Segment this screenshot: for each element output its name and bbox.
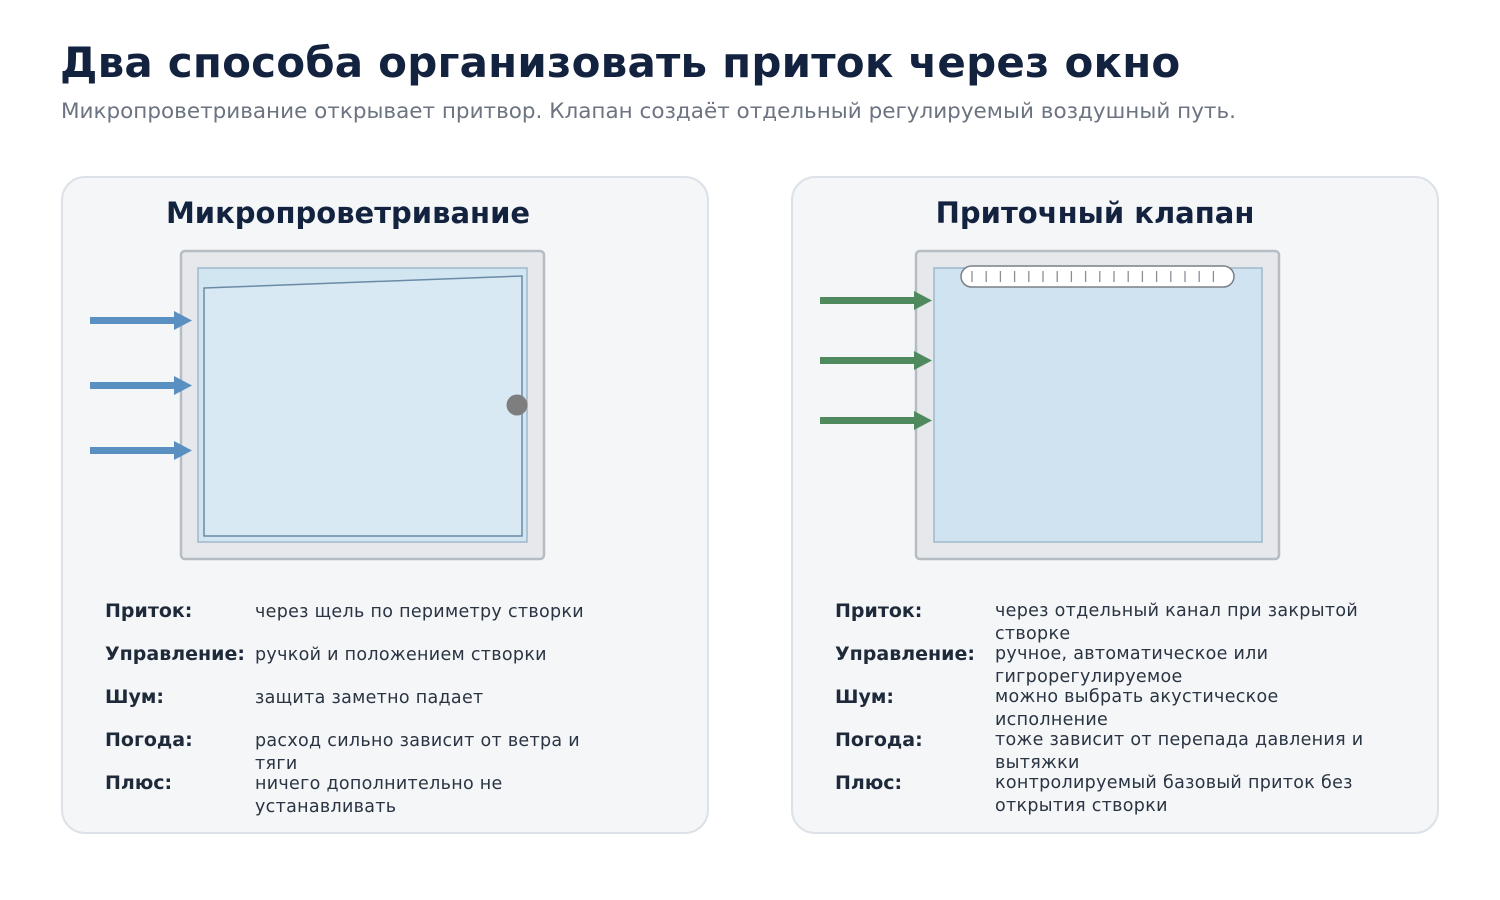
left-row-label: Плюс: [105, 772, 173, 794]
airflow-arrow [90, 311, 192, 330]
right-row-value: тоже зависит от перепада давления и вытяжки [995, 730, 1364, 773]
tilted-window-illustration [181, 251, 544, 559]
airflow-arrow [820, 291, 932, 310]
page-subtitle: Микропроветривание открывает притвор. Клапан создаёт отдельный регулируемый воздушный путь. [61, 99, 1236, 124]
right-row-label: Приток: [835, 600, 923, 622]
airflow-arrow [90, 376, 192, 395]
left-row-value: расход сильно зависит от ветра и тяги [255, 731, 580, 774]
right-row-value: через отдельный канал при закрытой створке [995, 601, 1359, 644]
valve-window-illustration [916, 251, 1279, 559]
right-row-value: контролируемый базовый приток без открытия створки [995, 773, 1353, 816]
right-card-title: Приточный клапан [935, 196, 1255, 230]
supply-valve [961, 266, 1234, 287]
left-row-value: защита заметно падает [255, 688, 484, 708]
airflow-arrow [90, 441, 192, 460]
right-row-value: ручное, автоматическое или гигрорегулируемое [995, 644, 1269, 687]
page-title: Два способа организовать приток через окно [60, 38, 1181, 87]
left-row-value: ручкой и положением створки [255, 645, 547, 665]
left-row-value: ничего дополнительно не устанавливать [255, 774, 503, 817]
airflow-arrow [820, 351, 932, 370]
left-row-label: Шум: [105, 686, 164, 708]
tilted-sash [204, 276, 522, 536]
left-card-title: Микропроветривание [165, 196, 531, 230]
right-row-value: можно выбрать акустическое исполнение [995, 687, 1279, 730]
window-glass [934, 268, 1262, 542]
left-row-label: Управление: [105, 643, 245, 665]
airflow-arrows-left [90, 311, 192, 460]
right-row-label: Погода: [835, 729, 923, 751]
window-handle [507, 395, 528, 416]
left-row-label: Погода: [105, 729, 193, 751]
right-row-label: Плюс: [835, 772, 903, 794]
left-row-label: Приток: [105, 600, 193, 622]
airflow-arrow [820, 411, 932, 430]
right-row-label: Шум: [835, 686, 894, 708]
left-row-value: через щель по периметру створки [255, 602, 584, 622]
right-row-label: Управление: [835, 643, 975, 665]
